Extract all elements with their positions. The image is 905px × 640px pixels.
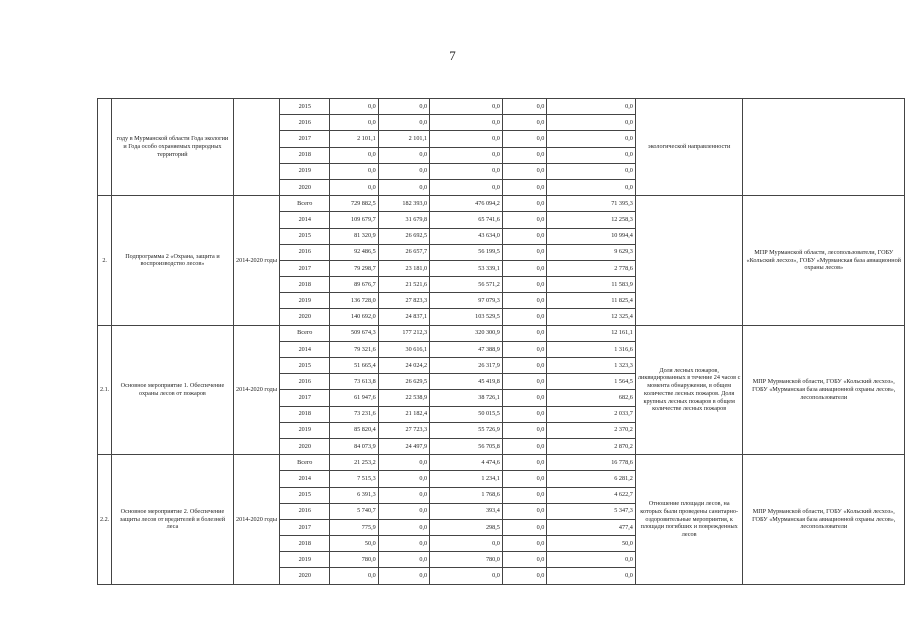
cell-federal: 0,0: [378, 487, 429, 503]
table-row: [98, 325, 905, 341]
cell-local: 0,0: [502, 390, 546, 406]
cell-total: 0,0: [330, 115, 379, 131]
cell-local: 0,0: [502, 552, 546, 568]
item-indicator: экологической направленности: [635, 99, 743, 196]
cell-extra: 16 778,6: [547, 455, 635, 471]
cell-local: 0,0: [502, 374, 546, 390]
cell-regional: 56 705,8: [430, 438, 503, 454]
cell-federal: 30 616,1: [378, 341, 429, 357]
cell-local: 0,0: [502, 147, 546, 163]
cell-local: 0,0: [502, 99, 546, 115]
cell-federal: 21 182,4: [378, 406, 429, 422]
item-executor: МПР Мурманской области, ГОБУ «Кольский лесхоз», ГОБУ «Мурманская база авиационной охраны лесов», лесопользователи: [743, 455, 905, 585]
row-year: 2020: [280, 568, 330, 584]
item-name: Подпрограмма 2 «Охрана, защита и воспроизводство лесов»: [112, 196, 233, 326]
cell-local: 0,0: [502, 568, 546, 584]
cell-local: 0,0: [502, 358, 546, 374]
cell-total: 7 515,3: [330, 471, 379, 487]
cell-local: 0,0: [502, 244, 546, 260]
cell-federal: 27 723,3: [378, 422, 429, 438]
row-year: 2014: [280, 212, 330, 228]
cell-federal: 0,0: [378, 503, 429, 519]
cell-local: 0,0: [502, 277, 546, 293]
cell-total: 81 320,9: [330, 228, 379, 244]
row-year: 2016: [280, 503, 330, 519]
cell-total: 136 728,0: [330, 293, 379, 309]
cell-local: 0,0: [502, 179, 546, 195]
row-year: 2015: [280, 358, 330, 374]
cell-federal: 0,0: [378, 99, 429, 115]
cell-extra: 2 870,2: [547, 438, 635, 454]
row-year: 2016: [280, 374, 330, 390]
cell-regional: 56 199,5: [430, 244, 503, 260]
cell-extra: 477,4: [547, 519, 635, 535]
cell-extra: 10 994,4: [547, 228, 635, 244]
cell-total: 140 692,0: [330, 309, 379, 325]
cell-extra: 2 370,2: [547, 422, 635, 438]
cell-regional: 50 015,5: [430, 406, 503, 422]
cell-federal: 0,0: [378, 552, 429, 568]
cell-extra: 12 258,3: [547, 212, 635, 228]
item-indicator: Отношение площади лесов, на которых были проведены санитарно-оздоровительные мероприятия, к площади погибших и поврежденных лесов: [635, 455, 743, 585]
cell-total: 0,0: [330, 568, 379, 584]
row-year: 2016: [280, 115, 330, 131]
cell-regional: 1 234,1: [430, 471, 503, 487]
cell-regional: 43 634,0: [430, 228, 503, 244]
cell-total: 79 298,7: [330, 260, 379, 276]
row-year: 2019: [280, 422, 330, 438]
cell-regional: 65 741,6: [430, 212, 503, 228]
cell-extra: 1 323,3: [547, 358, 635, 374]
row-year: 2017: [280, 131, 330, 147]
row-year: 2020: [280, 179, 330, 195]
row-year: 2014: [280, 341, 330, 357]
cell-federal: 0,0: [378, 147, 429, 163]
item-indicator: [635, 196, 743, 326]
cell-extra: 0,0: [547, 163, 635, 179]
cell-total: 51 665,4: [330, 358, 379, 374]
cell-federal: 0,0: [378, 536, 429, 552]
cell-total: 89 676,7: [330, 277, 379, 293]
cell-extra: 682,6: [547, 390, 635, 406]
cell-total: 0,0: [330, 163, 379, 179]
cell-regional: 45 419,8: [430, 374, 503, 390]
row-year: 2017: [280, 390, 330, 406]
cell-regional: 0,0: [430, 147, 503, 163]
cell-extra: 71 395,3: [547, 196, 635, 212]
cell-federal: 21 521,6: [378, 277, 429, 293]
cell-total: 92 486,5: [330, 244, 379, 260]
cell-local: 0,0: [502, 196, 546, 212]
cell-local: 0,0: [502, 260, 546, 276]
cell-extra: 2 033,7: [547, 406, 635, 422]
cell-federal: 31 679,8: [378, 212, 429, 228]
cell-extra: 11 583,9: [547, 277, 635, 293]
cell-local: 0,0: [502, 503, 546, 519]
cell-federal: 2 101,1: [378, 131, 429, 147]
cell-extra: 0,0: [547, 131, 635, 147]
row-year: Всего: [280, 455, 330, 471]
item-number: 2.2.: [98, 455, 112, 585]
cell-total: 84 073,9: [330, 438, 379, 454]
cell-total: 0,0: [330, 179, 379, 195]
item-executor: [743, 99, 905, 196]
row-year: 2016: [280, 244, 330, 260]
cell-total: 0,0: [330, 147, 379, 163]
cell-total: 61 947,6: [330, 390, 379, 406]
cell-extra: 12 161,1: [547, 325, 635, 341]
row-year: Всего: [280, 196, 330, 212]
item-years: 2014-2020 годы: [233, 196, 280, 326]
row-year: 2017: [280, 519, 330, 535]
cell-regional: 0,0: [430, 568, 503, 584]
cell-total: 73 613,8: [330, 374, 379, 390]
cell-federal: 22 538,9: [378, 390, 429, 406]
row-year: 2018: [280, 277, 330, 293]
cell-total: 21 253,2: [330, 455, 379, 471]
cell-federal: 0,0: [378, 471, 429, 487]
cell-total: 6 391,3: [330, 487, 379, 503]
row-year: 2019: [280, 163, 330, 179]
cell-regional: 0,0: [430, 163, 503, 179]
row-year: 2020: [280, 309, 330, 325]
cell-local: 0,0: [502, 341, 546, 357]
cell-extra: 0,0: [547, 552, 635, 568]
row-year: 2019: [280, 552, 330, 568]
item-number: 2.1.: [98, 325, 112, 455]
cell-local: 0,0: [502, 212, 546, 228]
cell-total: 85 820,4: [330, 422, 379, 438]
program-funding-table: [97, 98, 905, 585]
row-year: 2019: [280, 293, 330, 309]
cell-regional: 780,0: [430, 552, 503, 568]
cell-regional: 4 474,6: [430, 455, 503, 471]
cell-total: 79 321,6: [330, 341, 379, 357]
table-row: [98, 196, 905, 212]
cell-total: 5 740,7: [330, 503, 379, 519]
row-year: 2015: [280, 99, 330, 115]
item-number: [98, 99, 112, 196]
cell-total: 775,9: [330, 519, 379, 535]
cell-local: 0,0: [502, 422, 546, 438]
cell-regional: 103 529,5: [430, 309, 503, 325]
row-year: 2014: [280, 471, 330, 487]
cell-federal: 0,0: [378, 115, 429, 131]
cell-local: 0,0: [502, 325, 546, 341]
cell-federal: 0,0: [378, 179, 429, 195]
cell-local: 0,0: [502, 455, 546, 471]
cell-total: 2 101,1: [330, 131, 379, 147]
cell-federal: 0,0: [378, 163, 429, 179]
cell-extra: 5 347,3: [547, 503, 635, 519]
cell-extra: 0,0: [547, 179, 635, 195]
cell-federal: 26 629,5: [378, 374, 429, 390]
cell-total: 73 231,6: [330, 406, 379, 422]
cell-regional: 298,5: [430, 519, 503, 535]
cell-extra: 0,0: [547, 147, 635, 163]
row-year: 2018: [280, 536, 330, 552]
cell-regional: 476 094,2: [430, 196, 503, 212]
item-years: [233, 99, 280, 196]
row-year: 2015: [280, 487, 330, 503]
cell-regional: 26 317,9: [430, 358, 503, 374]
cell-extra: 2 778,6: [547, 260, 635, 276]
cell-regional: 0,0: [430, 536, 503, 552]
row-year: 2018: [280, 406, 330, 422]
cell-federal: 0,0: [378, 455, 429, 471]
cell-extra: 11 825,4: [547, 293, 635, 309]
cell-regional: 53 339,1: [430, 260, 503, 276]
cell-extra: 12 325,4: [547, 309, 635, 325]
cell-regional: 38 726,1: [430, 390, 503, 406]
cell-local: 0,0: [502, 309, 546, 325]
cell-regional: 393,4: [430, 503, 503, 519]
page-number: 7: [449, 48, 456, 63]
cell-federal: 24 024,2: [378, 358, 429, 374]
table-body: [98, 99, 905, 585]
item-executor: МПР Мурманской области, лесопользователи, ГОБУ «Кольский лесхоз», ГОБУ «Мурманская база авиационной охраны лесов»: [743, 196, 905, 326]
cell-regional: 0,0: [430, 179, 503, 195]
cell-extra: 50,0: [547, 536, 635, 552]
cell-federal: 24 497,9: [378, 438, 429, 454]
item-name: году в Мурманской области Года экологии и Года особо охраняемых природных территорий: [112, 99, 233, 196]
row-year: 2020: [280, 438, 330, 454]
cell-extra: 6 281,2: [547, 471, 635, 487]
cell-federal: 27 823,3: [378, 293, 429, 309]
cell-total: 50,0: [330, 536, 379, 552]
cell-local: 0,0: [502, 163, 546, 179]
cell-local: 0,0: [502, 519, 546, 535]
cell-extra: 0,0: [547, 99, 635, 115]
cell-total: 0,0: [330, 99, 379, 115]
item-number: 2.: [98, 196, 112, 326]
cell-local: 0,0: [502, 487, 546, 503]
cell-local: 0,0: [502, 115, 546, 131]
cell-local: 0,0: [502, 471, 546, 487]
cell-regional: 0,0: [430, 99, 503, 115]
cell-local: 0,0: [502, 293, 546, 309]
item-years: 2014-2020 годы: [233, 455, 280, 585]
cell-regional: 1 768,6: [430, 487, 503, 503]
cell-federal: 177 212,3: [378, 325, 429, 341]
cell-federal: 23 181,0: [378, 260, 429, 276]
cell-federal: 24 837,1: [378, 309, 429, 325]
cell-regional: 47 388,9: [430, 341, 503, 357]
item-indicator: Доля лесных пожаров, ликвидированных в течение 24 часов с момента обнаружения, в общем количестве лесных пожаров. Доля крупных лесных пожаров в общем количестве лесных пожаров: [635, 325, 743, 455]
cell-extra: 9 629,3: [547, 244, 635, 260]
cell-total: 109 679,7: [330, 212, 379, 228]
cell-regional: 55 726,9: [430, 422, 503, 438]
cell-federal: 0,0: [378, 519, 429, 535]
cell-local: 0,0: [502, 406, 546, 422]
item-years: 2014-2020 годы: [233, 325, 280, 455]
cell-regional: 320 300,9: [430, 325, 503, 341]
table-row: [98, 99, 905, 115]
cell-regional: 0,0: [430, 131, 503, 147]
cell-local: 0,0: [502, 536, 546, 552]
row-year: Всего: [280, 325, 330, 341]
row-year: 2017: [280, 260, 330, 276]
row-year: 2018: [280, 147, 330, 163]
item-executor: МПР Мурманской области, ГОБУ «Кольский лесхоз», ГОБУ «Мурманская база авиационной охраны лесов», лесопользователи: [743, 325, 905, 455]
cell-federal: 26 657,7: [378, 244, 429, 260]
cell-total: 780,0: [330, 552, 379, 568]
cell-extra: 1 316,6: [547, 341, 635, 357]
cell-total: 729 882,5: [330, 196, 379, 212]
cell-extra: 4 622,7: [547, 487, 635, 503]
cell-total: 509 674,3: [330, 325, 379, 341]
item-name: Основное мероприятие 2. Обеспечение защиты лесов от вредителей и болезней леса: [112, 455, 233, 585]
item-name: Основное мероприятие 1. Обеспечение охраны лесов от пожаров: [112, 325, 233, 455]
cell-local: 0,0: [502, 438, 546, 454]
cell-extra: 1 564,5: [547, 374, 635, 390]
cell-federal: 0,0: [378, 568, 429, 584]
cell-regional: 0,0: [430, 115, 503, 131]
row-year: 2015: [280, 228, 330, 244]
cell-local: 0,0: [502, 228, 546, 244]
cell-extra: 0,0: [547, 568, 635, 584]
cell-regional: 97 079,3: [430, 293, 503, 309]
cell-local: 0,0: [502, 131, 546, 147]
table-row: [98, 455, 905, 471]
cell-federal: 26 692,5: [378, 228, 429, 244]
cell-federal: 182 393,0: [378, 196, 429, 212]
cell-extra: 0,0: [547, 115, 635, 131]
cell-regional: 56 571,2: [430, 277, 503, 293]
